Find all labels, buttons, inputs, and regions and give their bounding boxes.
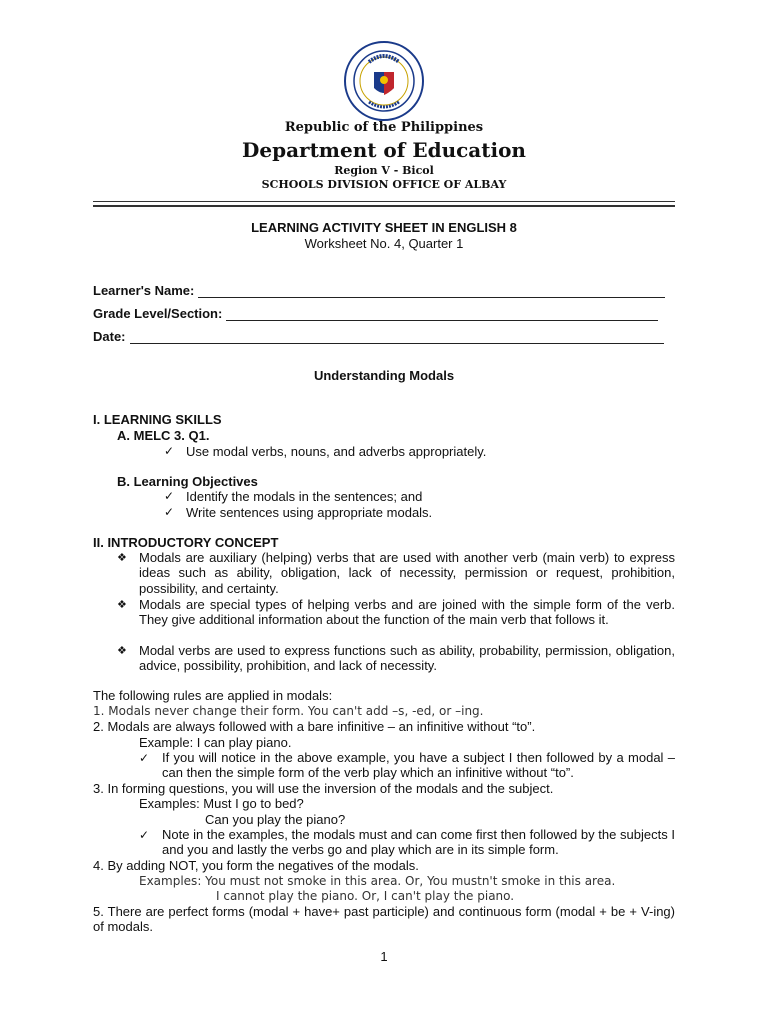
objective-item: Identify the modals in the sentences; and (186, 489, 423, 504)
grade-section-label: Grade Level/Section: (93, 306, 223, 321)
rule-5: 5. There are perfect forms (modal + have+ past participle) and continuous form (modal + be + V-ing) of modals. (93, 904, 675, 935)
check-icon: ✓ (139, 828, 150, 842)
rule-4: 4. By adding NOT, you form the negatives of the modals. (93, 858, 419, 873)
learning-skills-heading: I. LEARNING SKILLS (93, 412, 222, 427)
rule-3-example-1: Examples: Must I go to bed? (139, 796, 304, 811)
diamond-bullet-icon: ❖ (117, 599, 127, 611)
learner-name-blank[interactable] (198, 284, 665, 298)
region-line: Region V - Bicol (334, 164, 434, 177)
check-icon: ✓ (139, 751, 150, 765)
introductory-concept-heading: II. INTRODUCTORY CONCEPT (93, 535, 279, 550)
header-divider-top (93, 201, 675, 202)
check-icon: ✓ (164, 489, 175, 503)
concept-bullet: Modals are special types of helping verbs and are joined with the simple form of the verb. They give additional information about the function of the main verb that follows it. (139, 597, 675, 628)
grade-section-field[interactable] (93, 306, 658, 321)
rule-3: 3. In forming questions, you will use the inversion of the modals and the subject. (93, 781, 554, 796)
check-icon: ✓ (164, 444, 175, 458)
date-field[interactable] (93, 329, 664, 344)
date-label: Date: (93, 329, 126, 344)
date-blank[interactable] (130, 330, 664, 344)
objective-item: Write sentences using appropriate modals. (186, 505, 433, 520)
rule-3-note: Note in the examples, the modals must and can come first then followed by the subjects I and you and lastly the verbs go and play which are in its simple form. (162, 827, 675, 858)
rule-4-example-1: Examples: You must not smoke in this area. Or, You mustn't smoke in this area. (139, 874, 616, 888)
learner-name-field[interactable] (93, 283, 665, 298)
rules-intro: The following rules are applied in modals: (93, 688, 333, 703)
rule-4-example-2: I cannot play the piano. Or, I can't play the piano. (216, 889, 515, 903)
concept-bullet: Modals are auxiliary (helping) verbs that are used with another verb (main verb) to express ideas such as ability, obligation, lack of necessity, permission or request, prohibition, possibility, and certainty. (139, 550, 675, 596)
division-line: SCHOOLS DIVISION OFFICE OF ALBAY (261, 178, 507, 191)
objectives-label: B. Learning Objectives (117, 474, 258, 489)
concept-bullet: Modal verbs are used to express functions such as ability, probability, permission, obligation, advice, possibility, prohibition, and lack of necessity. (139, 643, 675, 674)
republic-line: Republic of the Philippines (284, 120, 484, 135)
check-icon: ✓ (164, 505, 175, 519)
diamond-bullet-icon: ❖ (117, 552, 127, 564)
deped-seal (343, 40, 425, 122)
rule-2-note: If you will notice in the above example, you have a subject I then followed by a modal – can then the simple form of the verb play which an infinitive without “to”. (162, 750, 675, 781)
topic-heading: Understanding Modals (313, 368, 455, 383)
rule-2: 2. Modals are always followed with a bare infinitive – an infinitive without “to”. (93, 719, 536, 734)
learner-name-label: Learner's Name: (93, 283, 195, 298)
sheet-title: LEARNING ACTIVITY SHEET IN ENGLISH 8 (251, 220, 517, 235)
melc-label: A. MELC 3. Q1. (117, 428, 210, 443)
diamond-bullet-icon: ❖ (117, 645, 127, 657)
rule-2-example: Example: I can play piano. (139, 735, 292, 750)
worksheet-subtitle: Worksheet No. 4, Quarter 1 (304, 236, 464, 251)
department-title: Department of Education (242, 138, 526, 162)
rule-1: 1. Modals never change their form. You can't add –s, -ed, or –ing. (93, 704, 484, 718)
grade-section-blank[interactable] (226, 307, 658, 321)
header-divider-bottom (93, 205, 675, 207)
rule-3-example-2: Can you play the piano? (205, 812, 346, 827)
melc-item: Use modal verbs, nouns, and adverbs appropriately. (186, 444, 487, 459)
page-number: 1 (380, 949, 388, 964)
